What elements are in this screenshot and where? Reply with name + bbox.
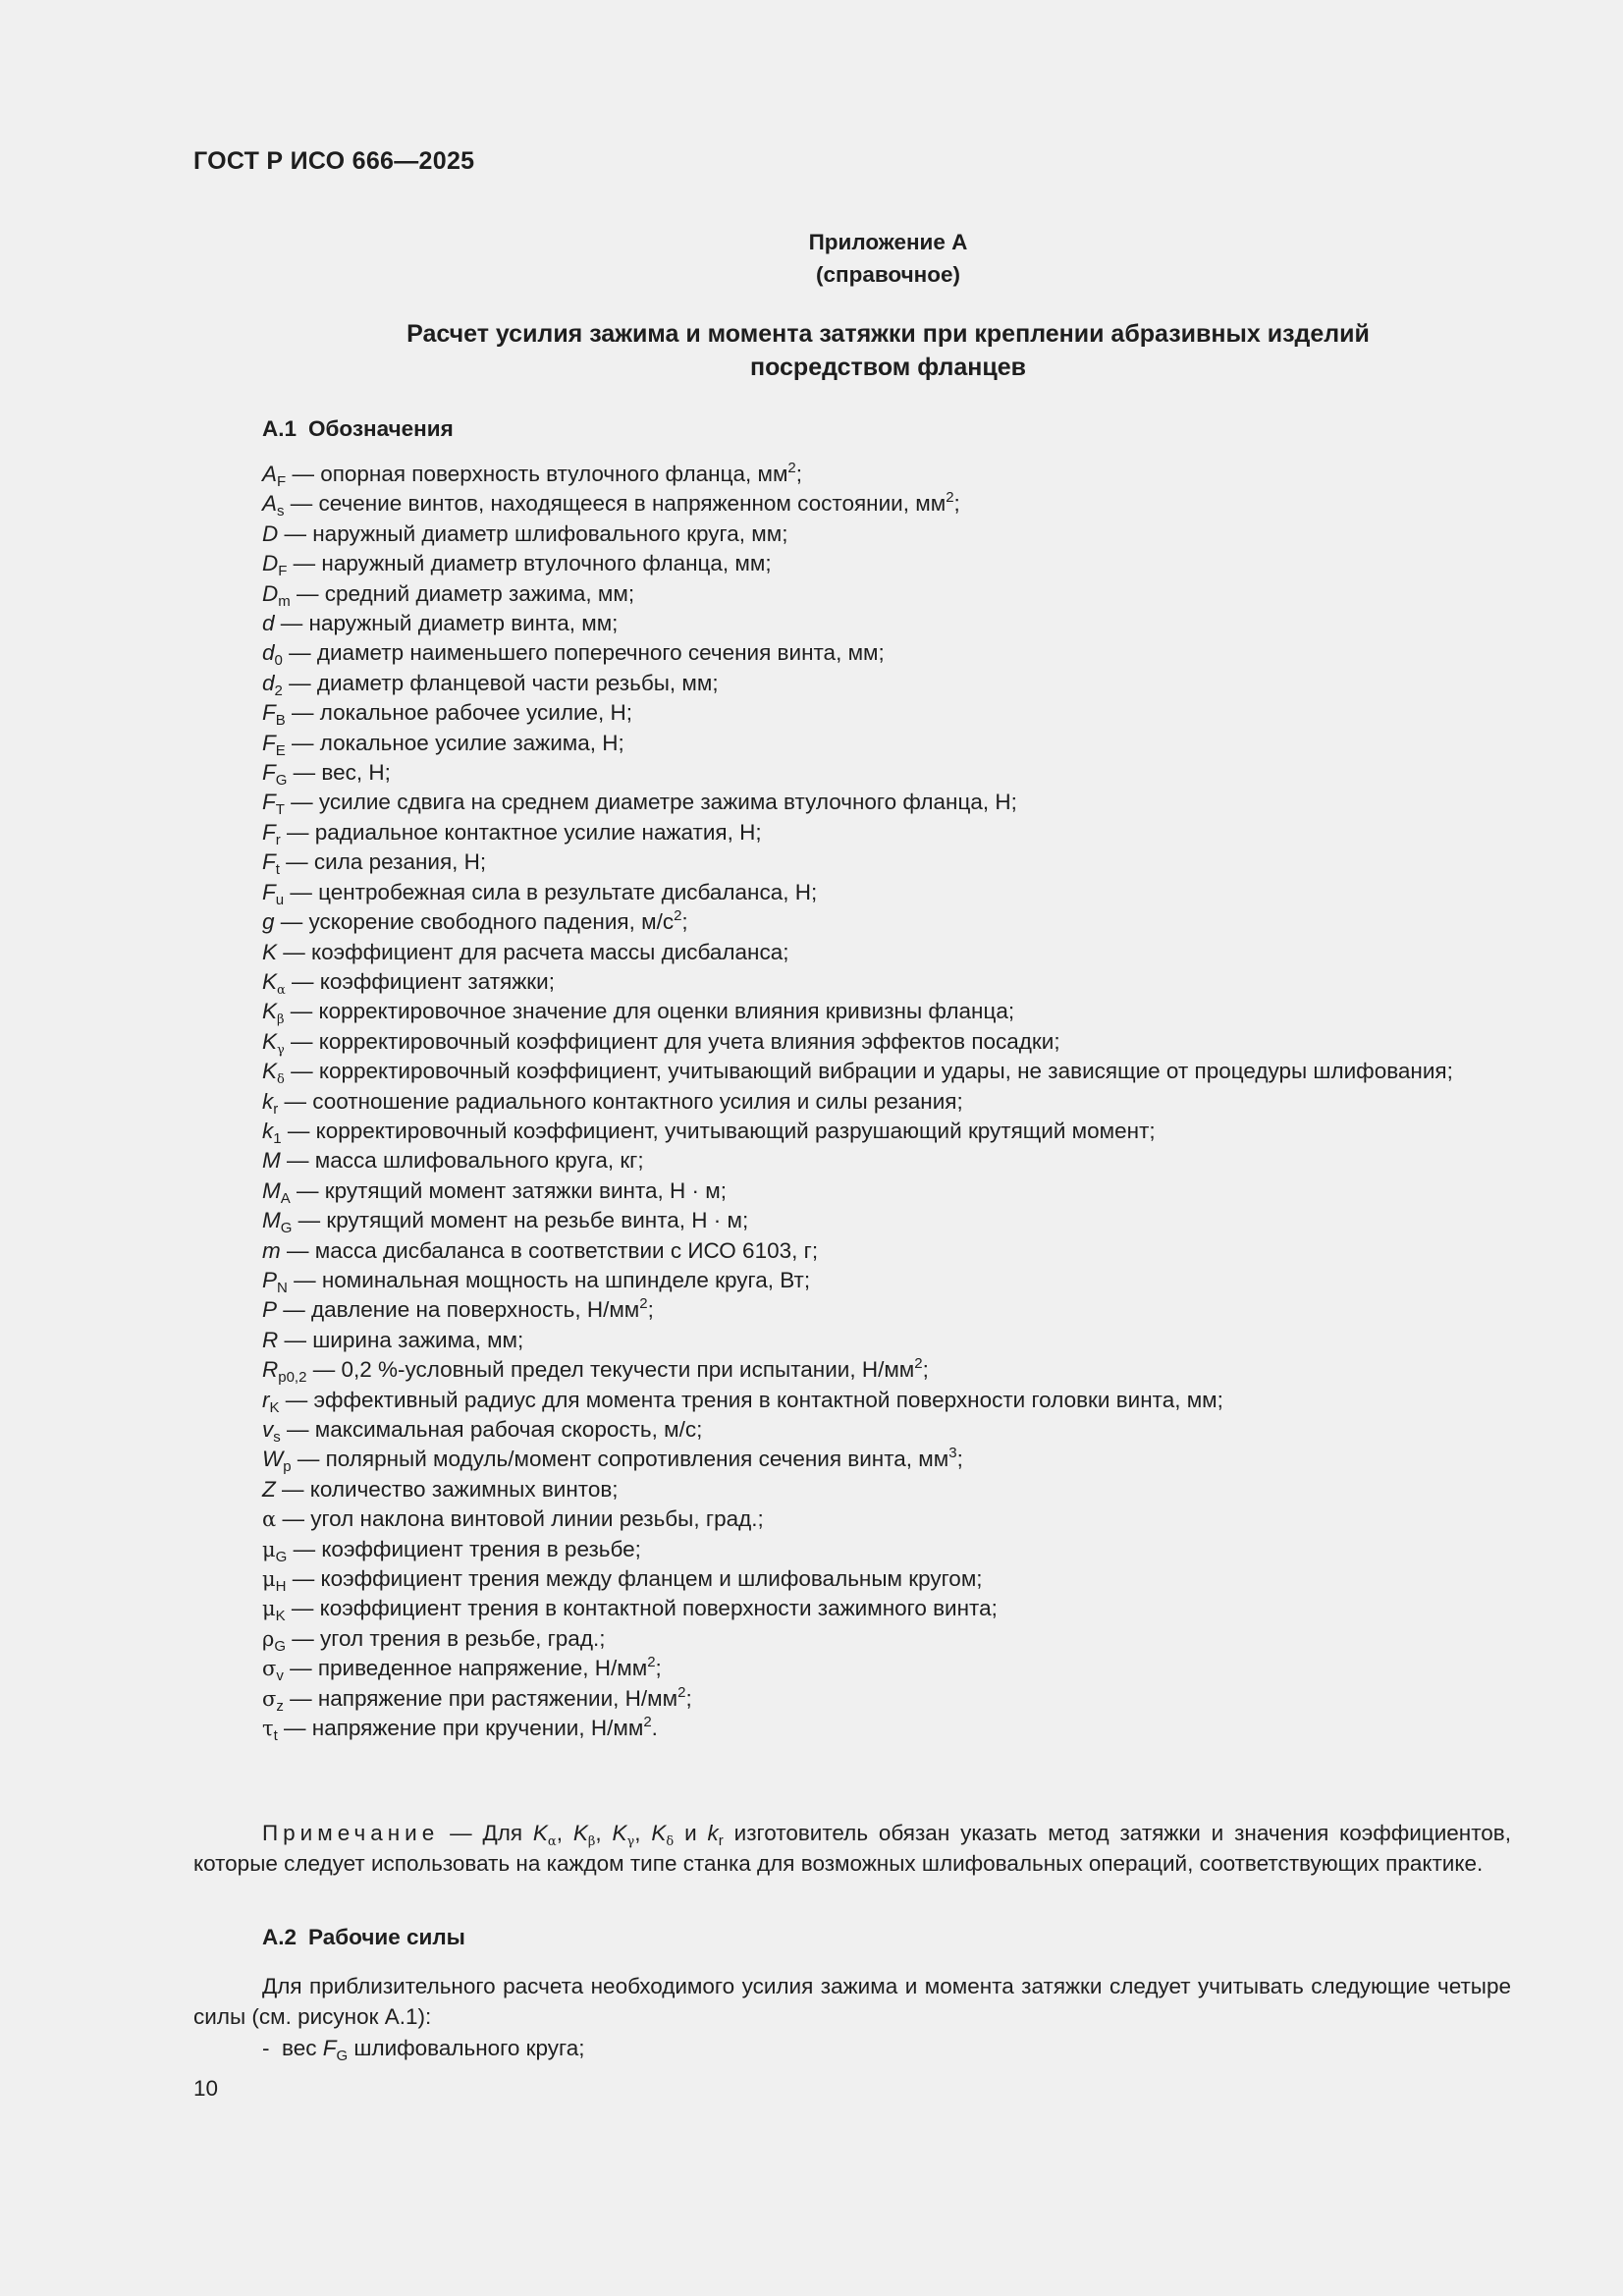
symbol: K (262, 939, 278, 964)
definition-text: — соотношение радиального контактного усилия и силы резания; (278, 1088, 963, 1114)
subscript: z (276, 1697, 284, 1715)
greek-symbol: μ (262, 1567, 276, 1592)
definition-item (193, 1117, 1511, 1146)
definition-text: — эффективный радиус для момента трения в контактной поверхности головки винта, мм; (279, 1387, 1223, 1412)
symbol: m (262, 1237, 281, 1263)
definition-tail: ; (953, 491, 960, 517)
list-text: шлифовального круга; (348, 2036, 585, 2060)
symbol: R (262, 1327, 279, 1352)
definition-item (193, 549, 1511, 578)
section-a2-heading (262, 1925, 465, 1950)
definition-text: — крутящий момент на резьбе винта, Н · м; (292, 1208, 749, 1233)
symbol: v (262, 1417, 274, 1442)
subscript: 1 (273, 1129, 282, 1147)
definition-text: — приведенное напряжение, Н/мм (283, 1656, 648, 1681)
note-text: изготовитель обязан указать метод затяжки и значения коэффициентов, которые следует использовать на каждом типе станка для возможных шлифовальных операций, соответствующих практике. (193, 1821, 1511, 1876)
definition-text: — коэффициент для расчета массы дисбаланса; (277, 939, 789, 964)
subscript: G (275, 1548, 288, 1565)
definition-item (193, 997, 1511, 1026)
greek-symbol: α (262, 1507, 277, 1532)
definition-text: — масса шлифовального круга, кг; (280, 1148, 644, 1174)
list-item (262, 2034, 585, 2063)
symbol: d (262, 670, 275, 695)
symbol: F (262, 879, 276, 904)
definition-text: — коэффициент трения в контактной поверхности зажимного винта; (285, 1596, 998, 1621)
definition-item (193, 1594, 1511, 1623)
symbol: d (262, 640, 275, 666)
definition-tail: ; (956, 1447, 963, 1472)
definition-text: — номинальная мощность на шпинделе круга, Вт; (287, 1267, 811, 1292)
definition-text: — центробежная сила в результате дисбаланса, Н; (284, 879, 818, 904)
note-text: и (674, 1821, 708, 1845)
superscript: 2 (647, 1654, 656, 1671)
definition-text: — коэффициент трения в резьбе; (287, 1536, 641, 1561)
symbol: R (262, 1357, 279, 1383)
definition-item (193, 1415, 1511, 1445)
symbol: K (262, 1028, 278, 1054)
page-title (0, 317, 1623, 384)
definition-item (193, 847, 1511, 877)
definition-item (193, 1445, 1511, 1474)
superscript: 3 (948, 1445, 957, 1462)
definition-text: — крутящий момент затяжки винта, Н · м; (290, 1177, 727, 1203)
greek-symbol: μ (262, 1597, 276, 1621)
superscript: 2 (677, 1683, 686, 1701)
definition-item (193, 1027, 1511, 1057)
definition-text: — корректировочный коэффициент, учитывающий вибрации и удары, не зависящие от процедуры шлифования; (284, 1059, 1453, 1084)
definition-text: — масса дисбаланса в соответствии с ИСО 6103, г; (280, 1237, 819, 1263)
definition-text: — корректировочный коэффициент, учитывающий разрушающий крутящий момент; (281, 1118, 1156, 1143)
symbol: F (262, 790, 276, 815)
subscript: G (274, 1637, 287, 1655)
definition-item (193, 1386, 1511, 1415)
definition-item (193, 519, 1511, 549)
list-text: вес (282, 2036, 323, 2060)
definition-tail: ; (655, 1656, 662, 1681)
a2-paragraph: Для приблизительного расчета необходимого усилия зажима и момента затяжки следует учитывать следующие четыре силы (см. рисунок А.1): (193, 1974, 1511, 2029)
subscript: A (280, 1189, 291, 1207)
definition-item (193, 638, 1511, 668)
definition-item (193, 489, 1511, 519)
greek-subscript: γ (626, 1834, 635, 1849)
subscript: s (277, 503, 285, 520)
definition-item (193, 938, 1511, 967)
symbol: Z (262, 1476, 276, 1502)
symbol: W (262, 1447, 284, 1472)
definition-item (193, 669, 1511, 698)
section-number: А.2 (262, 1925, 298, 1949)
definition-item (193, 1654, 1511, 1683)
definition-item (193, 1564, 1511, 1594)
definition-item (193, 1176, 1511, 1206)
definition-tail: ; (922, 1357, 929, 1383)
note-paragraph: Примечание — Для $K_\alpha$, $K_\beta$, $K_\gamma$, $K_\delta$ и $k_r$ изготовитель обязан указать метод затяжки и значения коэффициентов, которые следует использовать на каждом типе станка для возможных шлифовальных операций, соответствующих практике. (193, 1821, 1511, 1876)
symbol: F (322, 2036, 337, 2060)
symbol: K (532, 1821, 548, 1845)
definition-item (193, 1535, 1511, 1564)
section-number: А.1 (262, 416, 298, 441)
superscript: 2 (914, 1355, 923, 1373)
subscript: p0,2 (278, 1369, 307, 1387)
definition-text: — угол наклона винтовой линии резьбы, град.; (276, 1506, 764, 1532)
section-title: Рабочие силы (308, 1925, 465, 1949)
symbol: M (262, 1208, 281, 1233)
superscript: 2 (787, 460, 796, 476)
superscript: 2 (674, 907, 682, 925)
symbol: K (262, 999, 278, 1024)
definition-item (193, 758, 1511, 788)
note-label: Примечание (262, 1821, 440, 1845)
subscript: E (275, 741, 286, 759)
definition-text: — наружный диаметр винта, мм; (274, 611, 619, 636)
definition-text: — вес, Н; (287, 760, 391, 786)
definition-text: — напряжение при растяжении, Н/мм (283, 1685, 678, 1711)
definition-item (193, 788, 1511, 817)
symbol: k (262, 1118, 274, 1143)
definition-text: — корректировочный коэффициент для учета влияния эффектов посадки; (284, 1028, 1060, 1054)
definition-tail: . (651, 1716, 658, 1741)
symbol: K (651, 1821, 667, 1845)
definition-item (193, 1266, 1511, 1295)
definition-item (193, 1475, 1511, 1504)
document-code: ГОСТ Р ИСО 666—2025 (193, 147, 475, 175)
definition-text: — давление на поверхность, Н/мм (277, 1297, 640, 1323)
subscript: K (269, 1398, 280, 1416)
definition-item (193, 907, 1511, 937)
subscript: v (276, 1667, 284, 1685)
definition-item (193, 1236, 1511, 1266)
subscript: G (275, 772, 288, 790)
definition-text: — ширина зажима, мм; (278, 1327, 524, 1352)
subscript: T (275, 801, 285, 819)
subscript: G (336, 2048, 349, 2064)
definition-item (193, 1146, 1511, 1175)
definition-tail: ; (795, 462, 803, 486)
annex-heading (0, 226, 1623, 291)
definition-text: — ускорение свободного падения, м/с (274, 909, 675, 935)
subscript: G (280, 1220, 293, 1237)
subscript: 2 (274, 682, 283, 699)
definition-tail: ; (681, 909, 688, 935)
subscript: m (278, 592, 291, 610)
subscript: F (277, 473, 287, 490)
symbol: M (262, 1177, 281, 1203)
definition-item (193, 1504, 1511, 1534)
symbol: K (262, 1059, 278, 1084)
symbol: M (262, 1148, 281, 1174)
greek-symbol: τ (262, 1717, 274, 1741)
definition-text: — локальное усилие зажима, Н; (285, 730, 624, 755)
definition-text: — сила резания, Н; (279, 849, 487, 875)
definition-text: — сечение винтов, находящееся в напряженном состоянии, мм (284, 491, 947, 517)
symbol: K (572, 1821, 588, 1845)
subscript: s (273, 1429, 281, 1446)
definition-text: — коэффициент затяжки; (285, 968, 555, 994)
symbol: P (262, 1267, 278, 1292)
greek-subscript: β (587, 1834, 596, 1849)
definition-text: — угол трения в резьбе, град.; (286, 1625, 606, 1651)
symbol: d (262, 611, 275, 636)
definition-item (193, 1206, 1511, 1235)
definition-text: — количество зажимных винтов; (275, 1476, 619, 1502)
definition-item (193, 1057, 1511, 1086)
definition-text: — наружный диаметр втулочного фланца, мм; (287, 551, 772, 576)
greek-subscript: β (277, 1012, 285, 1028)
definition-text: — полярный модуль/момент сопротивления сечения винта, мм (291, 1447, 949, 1472)
definition-tail: ; (647, 1297, 654, 1323)
subscript: t (273, 1727, 278, 1745)
greek-symbol: μ (262, 1537, 276, 1561)
definition-text: — радиальное контактное усилие нажатия, Н; (280, 819, 762, 845)
definition-text: — напряжение при кручении, Н/мм (277, 1716, 644, 1741)
definition-item (193, 967, 1511, 997)
section-title: Обозначения (308, 416, 454, 441)
definition-item (193, 1714, 1511, 1743)
definition-item (193, 1295, 1511, 1325)
subscript: r (718, 1832, 724, 1849)
definition-item (193, 1624, 1511, 1654)
page-number: 10 (193, 2076, 219, 2101)
definitions-list (193, 460, 1511, 1743)
symbol: g (262, 909, 275, 935)
subscript: N (277, 1279, 288, 1296)
superscript: 2 (946, 489, 954, 507)
greek-symbol: σ (262, 1657, 277, 1681)
definition-item (193, 1087, 1511, 1117)
greek-subscript: γ (277, 1042, 285, 1058)
symbol: k (707, 1821, 719, 1845)
definition-item (193, 729, 1511, 758)
symbol: F (262, 730, 276, 755)
superscript: 2 (639, 1295, 648, 1313)
definition-item (193, 1355, 1511, 1385)
symbol: k (262, 1088, 274, 1114)
list-dash: - (262, 2036, 270, 2060)
definition-text: — диаметр фланцевой части резьбы, мм; (282, 670, 719, 695)
symbol: K (612, 1821, 627, 1845)
section-a1-heading (262, 416, 454, 442)
annex-type: (справочное) (816, 262, 960, 287)
symbol: A (262, 491, 278, 517)
greek-symbol: ρ (262, 1626, 275, 1651)
definition-item (193, 460, 1511, 489)
note-text: — Для (439, 1821, 533, 1845)
definition-text: — локальное рабочее усилие, Н; (285, 700, 633, 726)
superscript: 2 (643, 1714, 652, 1731)
definition-text: — средний диаметр зажима, мм; (290, 580, 635, 606)
definition-text: — корректировочное значение для оценки влияния кривизны фланца; (284, 999, 1015, 1024)
symbol: F (262, 849, 276, 875)
definition-item (193, 818, 1511, 847)
symbol: D (262, 520, 279, 546)
definition-item (193, 698, 1511, 728)
symbol: F (262, 819, 276, 845)
subscript: B (275, 712, 286, 730)
greek-subscript: α (547, 1834, 557, 1849)
symbol: P (262, 1297, 278, 1323)
subscript: K (275, 1608, 286, 1625)
subscript: r (273, 1100, 279, 1118)
definition-item (193, 609, 1511, 638)
symbol: r (262, 1387, 270, 1412)
page-title-line-2: посредством фланцев (749, 354, 1026, 381)
definition-item (193, 1326, 1511, 1355)
definition-text: — коэффициент трения между фланцем и шлифовальным кругом; (286, 1566, 983, 1592)
page-title-line-1: Расчет усилия зажима и момента затяжки при креплении абразивных изделий (406, 320, 1370, 348)
subscript: r (275, 831, 281, 848)
greek-subscript: δ (666, 1834, 675, 1849)
definition-item (193, 1684, 1511, 1714)
greek-subscript: δ (277, 1072, 285, 1088)
subscript: F (278, 563, 288, 580)
definition-text: — наружный диаметр шлифовального круга, мм; (278, 520, 788, 546)
subscript: H (275, 1578, 287, 1596)
definition-text: — диаметр наименьшего поперечного сечения винта, мм; (282, 640, 885, 666)
symbol: A (262, 462, 278, 486)
subscript: t (275, 861, 280, 879)
greek-subscript: α (277, 982, 286, 998)
subscript: p (283, 1458, 292, 1476)
subscript: 0 (274, 652, 283, 670)
symbol: D (262, 551, 279, 576)
definition-text: — 0,2 %-условный предел текучести при испытании, Н/мм (306, 1357, 915, 1383)
definition-tail: ; (685, 1685, 692, 1711)
definition-text: — усилие сдвига на среднем диаметре зажима втулочного фланца, Н; (284, 790, 1017, 815)
definition-item (193, 579, 1511, 609)
definition-item (193, 878, 1511, 907)
greek-symbol: σ (262, 1686, 277, 1711)
symbol: K (262, 968, 278, 994)
subscript: u (275, 891, 285, 908)
definition-text: — опорная поверхность втулочного фланца, мм (286, 462, 788, 486)
symbol: F (262, 700, 276, 726)
symbol: F (262, 760, 276, 786)
annex-title: Приложение А (808, 230, 968, 254)
symbol: D (262, 580, 279, 606)
definition-text: — максимальная рабочая скорость, м/с; (280, 1417, 703, 1442)
